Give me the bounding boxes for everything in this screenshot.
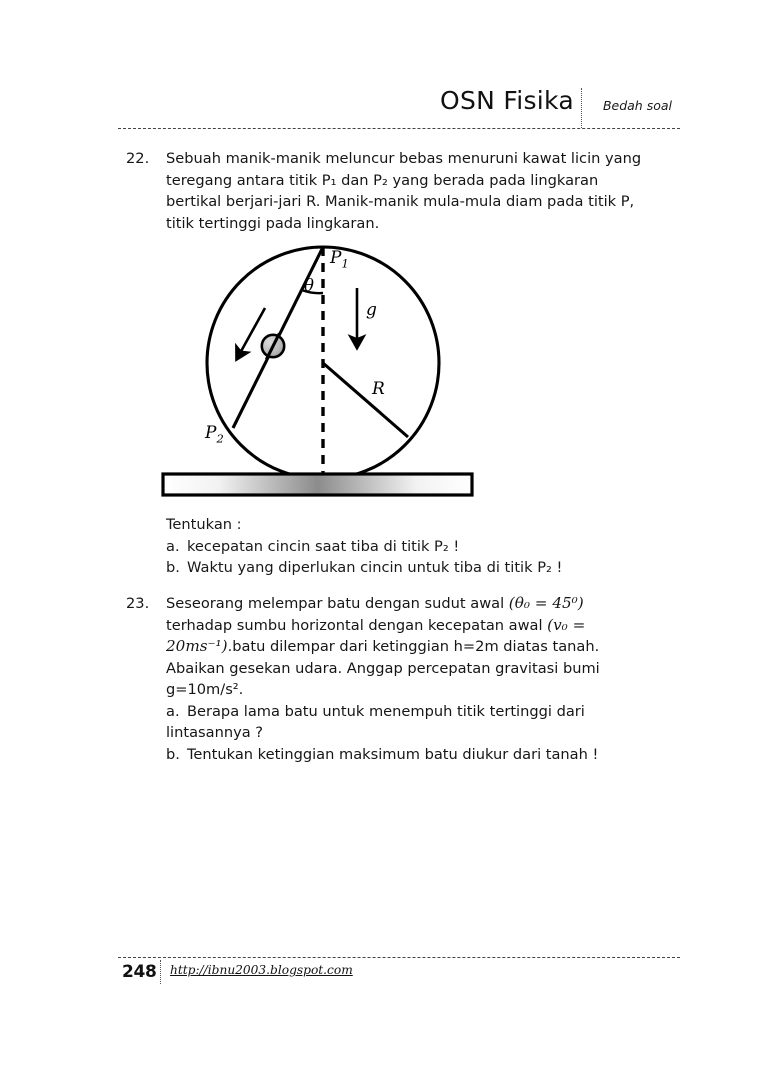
question-23-line-5: g=10m/s².	[166, 681, 244, 698]
label-p1: $P_1$	[330, 248, 349, 271]
diagram-svg	[150, 235, 490, 510]
question-23-item-b	[166, 744, 672, 766]
question-23-line-2: terhadap sumbu horizontal dengan kecepatan awal (v₀ =	[166, 615, 586, 634]
header-subtitle: Bedah soal	[602, 98, 672, 113]
question-22-item-a-label: a.	[166, 537, 180, 555]
question-23-item-b-text: Tentukan ketinggian maksimum batu diukur dari tanah !	[187, 745, 599, 763]
question-23-body	[166, 593, 672, 765]
question-22-item-b-label: b.	[166, 559, 180, 576]
question-23-number: 23.	[126, 595, 150, 612]
question-23-line-3: 20ms⁻¹).batu dilempar dari ketinggian h=2m diatas tanah.	[166, 637, 600, 655]
footer-dashed-rule	[118, 957, 680, 958]
question-22-line-2: teregang antara titik P₁ dan P₂ yang berada pada lingkaran	[166, 171, 599, 189]
page-header	[118, 86, 680, 130]
question-22-item-b-text: Waktu yang diperlukan cincin untuk tiba di titik P₂ !	[187, 559, 563, 576]
question-22-item-a	[166, 536, 686, 558]
header-dashed-rule	[118, 128, 680, 129]
question-22-item-a-text: kecepatan cincin saat tiba di titik P₂ !	[187, 537, 460, 555]
footer-url[interactable]: http://ibnu2003.blogspot.com	[170, 963, 353, 977]
tentukan-prompt: Tentukan :	[166, 516, 242, 533]
question-23	[126, 593, 672, 765]
question-22-item-b	[166, 557, 686, 579]
question-22-subitems	[166, 514, 686, 579]
question-22	[126, 148, 682, 234]
inline-math: (θ₀ = 45⁰)	[508, 594, 584, 612]
question-23-line-1: Seseorang melempar batu dengan sudut awal (θ₀ = 45⁰)	[166, 594, 584, 612]
circle-bead-diagram	[150, 235, 490, 510]
question-22-line-1: Sebuah manik-manik meluncur bebas menuruni kawat licin yang	[166, 150, 642, 167]
ground-bar	[163, 474, 472, 495]
inline-math: (v₀ =	[547, 615, 586, 634]
question-22-line-3: bertikal berjari-jari R. Manik-manik mula-mula diam pada titik P,	[166, 193, 635, 210]
question-23-line-4: Abaikan gesekan udara. Anggap percepatan gravitasi bumi	[166, 659, 600, 677]
inline-math: 20ms⁻¹)	[166, 637, 228, 655]
question-22-body	[166, 148, 682, 234]
question-23-item-a	[166, 701, 672, 744]
label-gravity: g	[366, 300, 377, 320]
header-title: OSN Fisika	[439, 86, 574, 115]
page-number: 248	[122, 962, 157, 982]
label-p2: $P_2$	[205, 423, 224, 446]
question-23-item-a-text: Berapa lama batu untuk menempuh titik tertinggi dari lintasannya ?	[166, 702, 585, 741]
label-theta: θ	[304, 276, 314, 295]
question-23-item-a-label: a.	[166, 702, 180, 720]
question-22-line-4: titik tertinggi pada lingkaran.	[166, 214, 380, 232]
header-vertical-divider	[581, 88, 582, 128]
question-23-item-b-label: b.	[166, 745, 180, 763]
question-22-number: 22.	[126, 150, 150, 167]
radius-line	[323, 363, 408, 437]
footer-vertical-divider	[160, 960, 161, 984]
label-radius: R	[372, 379, 385, 399]
